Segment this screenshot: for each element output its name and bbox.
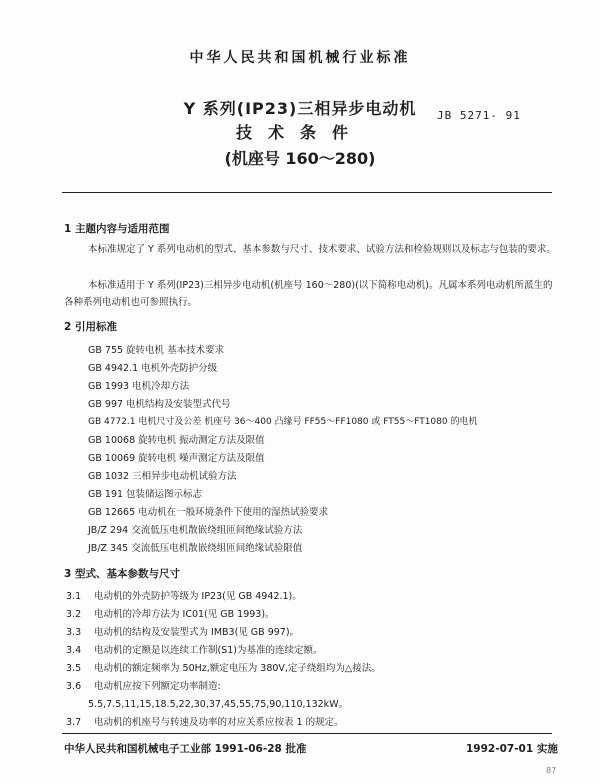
clause-number: 3.2	[66, 609, 82, 620]
section-2-heading: 2 引用标准	[64, 321, 117, 333]
clause-number: 3.3	[66, 627, 82, 638]
document-title-line-3: (机座号 160～280)	[224, 149, 376, 168]
reference-item: GB 12665 电动机在一般环境条件下使用的湿热试验要求	[88, 507, 329, 518]
reference-item: GB 10068 旋转电机 振动测定方法及限值	[88, 435, 265, 446]
reference-item: GB 997 电机结构及安装型式代号	[88, 399, 231, 410]
clause-text: 5.5,7.5,11,15,18.5,22,30,37,45,55,75,90,110,132kW。	[88, 699, 349, 710]
clause-number: 3.1	[66, 591, 82, 602]
reference-item: JB/Z 345 交流低压电机散嵌绕组匝间绝缘试验限值	[88, 543, 303, 554]
page-number: 87	[546, 766, 557, 775]
implementation-date: 1992-07-01 实施	[466, 743, 558, 755]
clause-3-7	[66, 714, 344, 728]
clause-text: 电动机的结构及安装型式为 IMB3(见 GB 997)。	[94, 627, 300, 638]
standard-number: JB 5271- 91	[437, 109, 521, 122]
reference-item: GB 4942.1 电机外壳防护分级	[88, 363, 218, 374]
section-3-heading: 3 型式、基本参数与尺寸	[64, 568, 180, 580]
document-title-line-1: Y 系列(IP23)三相异步电动机	[183, 99, 417, 118]
issuing-organization: 中华人民共和国机械行业标准	[189, 50, 411, 66]
reference-item: GB 755 旋转电机 基本技术要求	[88, 345, 225, 356]
clause-number: 3.6	[66, 681, 82, 692]
clause-text: 电动机的额定频率为 50Hz,额定电压为 380V,定子绕组均为△接法。	[94, 663, 381, 674]
clause-3-6	[66, 678, 221, 692]
footer-divider	[62, 733, 552, 734]
clause-number: 3.4	[66, 645, 82, 656]
clause-text: 电动机的定额是以连续工作制(S1)为基准的连续定额。	[94, 645, 323, 656]
section-1-paragraph-1: 本标准规定了 Y 系列电动机的型式、基本参数与尺寸、技术要求、试验方法和检验规则以及标志与包装的要求。	[88, 244, 556, 255]
clause-3-4	[66, 642, 323, 656]
reference-item: GB 1993 电机冷却方法	[88, 381, 190, 392]
reference-item: GB 4772.1 电机尺寸及公差 机座号 36～400 凸缘号 FF55～FF1080 或 FT55～FT1080 的电机	[88, 417, 478, 427]
reference-item: JB/Z 294 交流低压电机散嵌绕组匝间绝缘试验方法	[88, 525, 303, 536]
clause-3-5	[66, 660, 381, 674]
clause-3-1	[66, 588, 302, 602]
clause-number: 3.5	[66, 663, 82, 674]
clause-text: 电动机应按下列额定功率制造:	[94, 681, 221, 692]
reference-item: GB 1032 三相异步电动机试验方法	[88, 471, 237, 482]
rated-power-list	[88, 696, 348, 710]
section-1-paragraph-2: 本标准适用于 Y 系列(IP23)三相异步电动机(机座号 160～280)(以下简称电动机)。凡属本系列电动机所派生的各种系列电动机也可参照执行。	[64, 280, 553, 308]
header-divider	[62, 192, 552, 193]
document-title-line-2: 技术条件	[235, 123, 364, 142]
section-1-heading: 1 主题内容与适用范围	[64, 223, 170, 235]
clause-number: 3.7	[66, 717, 82, 728]
clause-3-3	[66, 624, 299, 638]
clause-text: 电动机的机座号与转速及功率的对应关系应按表 1 的规定。	[94, 717, 344, 728]
clause-text: 电动机的冷却方法为 IC01(见 GB 1993)。	[94, 609, 275, 620]
clause-3-2	[66, 606, 275, 620]
clause-text: 电动机的外壳防护等级为 IP23(见 GB 4942.1)。	[94, 591, 302, 602]
reference-item: GB 10069 旋转电机 噪声测定方法及限值	[88, 453, 265, 464]
reference-item: GB 191 包装储运图示标志	[88, 489, 203, 500]
approval-statement: 中华人民共和国机械电子工业部 1991-06-28 批准	[64, 743, 307, 755]
